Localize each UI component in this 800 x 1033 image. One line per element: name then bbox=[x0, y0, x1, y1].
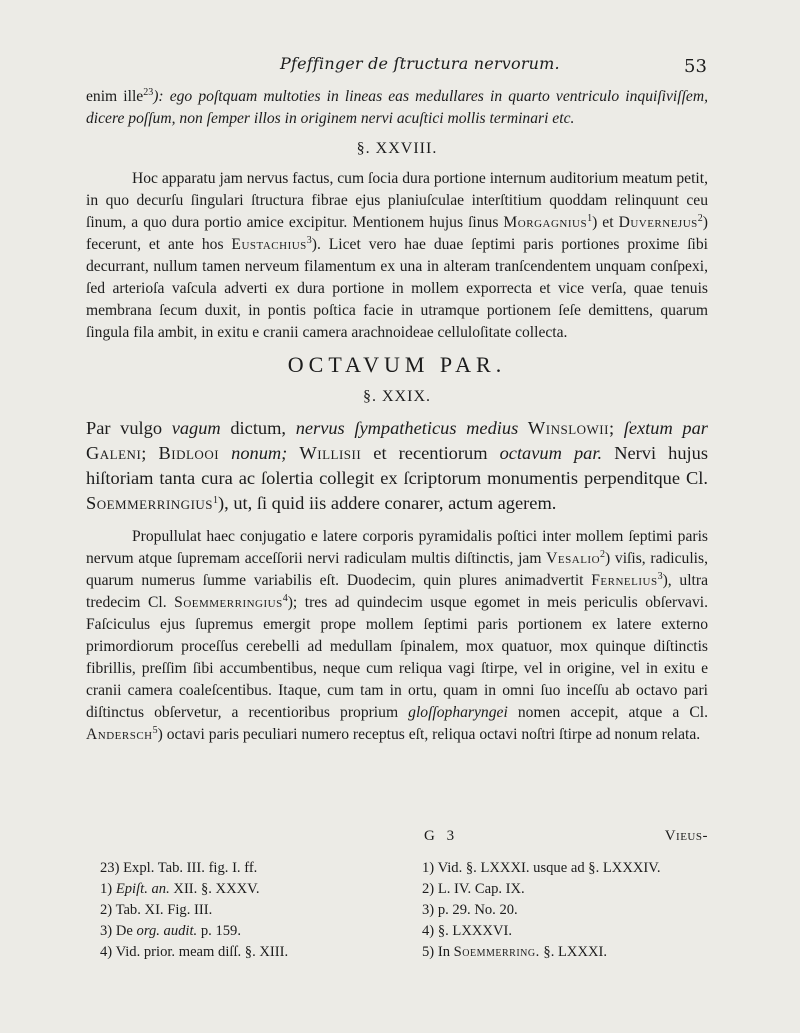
author-name: Morgagnius bbox=[503, 214, 588, 231]
author-name: Eustachius bbox=[231, 236, 307, 253]
author-name: Soemmerringius bbox=[174, 594, 283, 611]
footnote-text: In bbox=[437, 944, 450, 960]
text-run: dictum, bbox=[230, 418, 287, 438]
footnote-text: Expl. Tab. III. fig. I. ff. bbox=[123, 860, 258, 876]
author-name: Bidlooi bbox=[158, 443, 220, 463]
author-name: Fernelius bbox=[591, 572, 658, 589]
intro-quote: ): ego poſtquam multoties in lineas eas medullares in quarto ventriculo inquiſiviſſem, dicere poſſum, non ſemper illos in originem nervi acuſtici mollis terminari etc. bbox=[86, 88, 708, 127]
footnote-text: p. 159. bbox=[200, 923, 241, 939]
author-name: Soemmerring. bbox=[453, 944, 540, 960]
footnote bbox=[100, 942, 400, 963]
footnote-text: XII. §. XXXV. bbox=[173, 881, 260, 897]
text-run: Par vulgo bbox=[86, 418, 163, 438]
footnote-text: Tab. XI. Fig. III. bbox=[115, 902, 213, 918]
footnote bbox=[422, 858, 722, 879]
catchword: Vieus- bbox=[664, 828, 708, 844]
running-title: Pfeffinger de ſtructura nervorum. bbox=[280, 54, 560, 73]
footnote bbox=[100, 921, 400, 942]
italic-run: nonum; bbox=[231, 443, 288, 463]
footnote-ref: 2 bbox=[600, 549, 606, 560]
footnote-ref: 4 bbox=[282, 593, 288, 604]
footnote bbox=[422, 900, 722, 921]
footnote-number: 4) bbox=[422, 923, 435, 939]
footnote-number: 2) bbox=[422, 881, 435, 897]
footnote-ref: 2 bbox=[697, 213, 703, 224]
chapter-heading: OCTAVUM PAR. bbox=[287, 352, 507, 377]
footnote-number: 1) bbox=[422, 860, 435, 876]
footnote-number: 1) bbox=[100, 881, 113, 897]
footnote bbox=[100, 879, 400, 900]
italic-run: gloſſopharyngei bbox=[408, 704, 508, 721]
text-run: ). Licet vero hae duae ſeptimi paris portiones proxime ſibi decurrant, nullum tamen nerveum filamentum ex una in alteram tranſcendentem unquam conſpexi, ſed arterioſa vaſcula adverti ex dura portione in mollem exporrecta et vice verſa, quae tenuis membrana ſecum duxit, in pontis poſtica facie in utramque portionem ſeſe demittens, quarum ſingula fila ambit, in exitu e cranii camera arachnoideae celluloſitate collecta. bbox=[86, 236, 708, 341]
footnote-ref: 5 bbox=[152, 725, 158, 736]
footnote-ref: 1 bbox=[213, 495, 219, 506]
text-run: nomen accepit, atque a Cl. bbox=[517, 704, 708, 721]
footnote-number: 2) bbox=[100, 902, 113, 918]
author-name: Winslowii bbox=[527, 418, 609, 438]
footnote bbox=[422, 942, 722, 963]
footnote-ref: 3 bbox=[657, 571, 663, 582]
page-number: 53 bbox=[684, 56, 707, 77]
footnote-ref: 23 bbox=[143, 87, 154, 98]
section-number-29: §. XXIX. bbox=[363, 388, 431, 405]
paragraph-s29-lead bbox=[86, 416, 708, 516]
footnote-text: §. LXXXI. bbox=[543, 944, 608, 960]
italic-run: ſextum par bbox=[623, 418, 708, 438]
footnote-ref: 3 bbox=[306, 235, 312, 246]
author-name: Andersch bbox=[86, 726, 153, 743]
footnote-text: Vid. §. LXXXI. usque ad §. LXXXIV. bbox=[437, 860, 661, 876]
footnote bbox=[100, 858, 400, 879]
italic-run: vagum bbox=[171, 418, 221, 438]
text-run: et recentiorum bbox=[373, 443, 488, 463]
section-number-28: §. XXVIII. bbox=[356, 140, 438, 157]
author-name: Galeni bbox=[86, 443, 142, 463]
footnote-number: 23) bbox=[100, 860, 120, 876]
author-name: Duvernejus bbox=[618, 214, 698, 231]
printer-signature: G 3 bbox=[424, 828, 459, 844]
footnotes-left-column bbox=[100, 858, 400, 963]
footnote-number: 3) bbox=[100, 923, 113, 939]
footnote-ref: 1 bbox=[587, 213, 593, 224]
footnote-italic: Epiſt. an. bbox=[115, 881, 170, 897]
text-run: ) viſis, radiculis, quarum numerus ſumme variabilis eſt. Duodecim, quin plures animadvertit bbox=[86, 550, 708, 589]
footnote-number: 3) bbox=[422, 902, 435, 918]
footnotes-right-column bbox=[422, 858, 722, 963]
author-name: Willisii bbox=[299, 443, 362, 463]
page-header bbox=[0, 54, 800, 80]
footnote bbox=[100, 900, 400, 921]
text-run: ), ultra tredecim Cl. bbox=[86, 572, 708, 611]
italic-run: octavum par. bbox=[499, 443, 603, 463]
footnote bbox=[422, 879, 722, 900]
intro-lead: enim ille bbox=[86, 88, 144, 105]
footnote-text: Vid. prior. meam diſſ. §. XIII. bbox=[115, 944, 289, 960]
footnote-italic: org. audit. bbox=[136, 923, 198, 939]
text-run: Nervi hujus hiſtoriam tanta cura ac ſolertia collegit ex ſcriptorum monumentis perpenditque Cl. bbox=[86, 443, 708, 488]
text-run: ) fecerunt, et ante hos bbox=[86, 214, 708, 253]
author-name: Vesalio bbox=[546, 550, 601, 567]
paragraph-s28 bbox=[86, 168, 708, 344]
paragraph-s29-body bbox=[86, 526, 708, 746]
text-run: Propullulat haec conjugatio e latere corporis pyramidalis poſtici inter mollem ſeptimi paris nervum atque ſupremam acceſſorii nervi radiculam multis diſtinctis, jam bbox=[86, 528, 708, 567]
text-run: ) et bbox=[592, 214, 614, 231]
footnote-number: 5) bbox=[422, 944, 435, 960]
text-run: ), ut, ſi quid iis addere conarer, actum agerem. bbox=[218, 493, 557, 513]
signature-row bbox=[86, 828, 708, 850]
footnote-text: De bbox=[115, 923, 133, 939]
page-body bbox=[86, 86, 708, 960]
italic-run: nervus ſympatheticus medius bbox=[295, 418, 519, 438]
footnote-text: p. 29. No. 20. bbox=[437, 902, 518, 918]
intro-paragraph bbox=[86, 86, 708, 130]
footnote-text: §. LXXXVI. bbox=[437, 923, 513, 939]
footnote bbox=[422, 921, 722, 942]
author-name: Soemmerringius bbox=[86, 493, 214, 513]
text-run: ); tres ad quindecim usque egomet in meis periculis obſervavi. Faſciculus ejus ſupremus emergit prope mollem ſeptimi paris portionem ex latere externo primordiorum proceſſus cerebelli ad medullam ſpinalem, mox quatuor, mox quinque diſtinctis fibrillis, preſſim ſibi accumbentibus, neque cum reliqua vagi ſtirpe, vel in origine, vel in exitu e cranii camera coaleſcentibus. Itaque, cum tam in ortu, quam in omni ſuo inceſſu ab octavo pari diſtinctus obſervetur, a recentioribus proprium bbox=[86, 594, 708, 721]
footnote-number: 4) bbox=[100, 944, 113, 960]
footnote-text: L. IV. Cap. IX. bbox=[437, 881, 525, 897]
text-run: Hoc apparatu jam nervus factus, cum ſocia dura portione internum auditorium meatum petit, in quo decurſu ſingulari ſtructura fibrae ejus planiuſculae interſtitium quoddam relinquunt ceu ſinum, a quo dura portio amice excipitur. Mentionem hujus ſinus bbox=[86, 170, 708, 231]
text-run: ; bbox=[141, 443, 147, 463]
text-run: ) octavi paris peculiari numero receptus eſt, reliqua octavi noſtri ſtirpe ad nonum relata. bbox=[157, 726, 701, 743]
text-run: ; bbox=[608, 418, 615, 438]
